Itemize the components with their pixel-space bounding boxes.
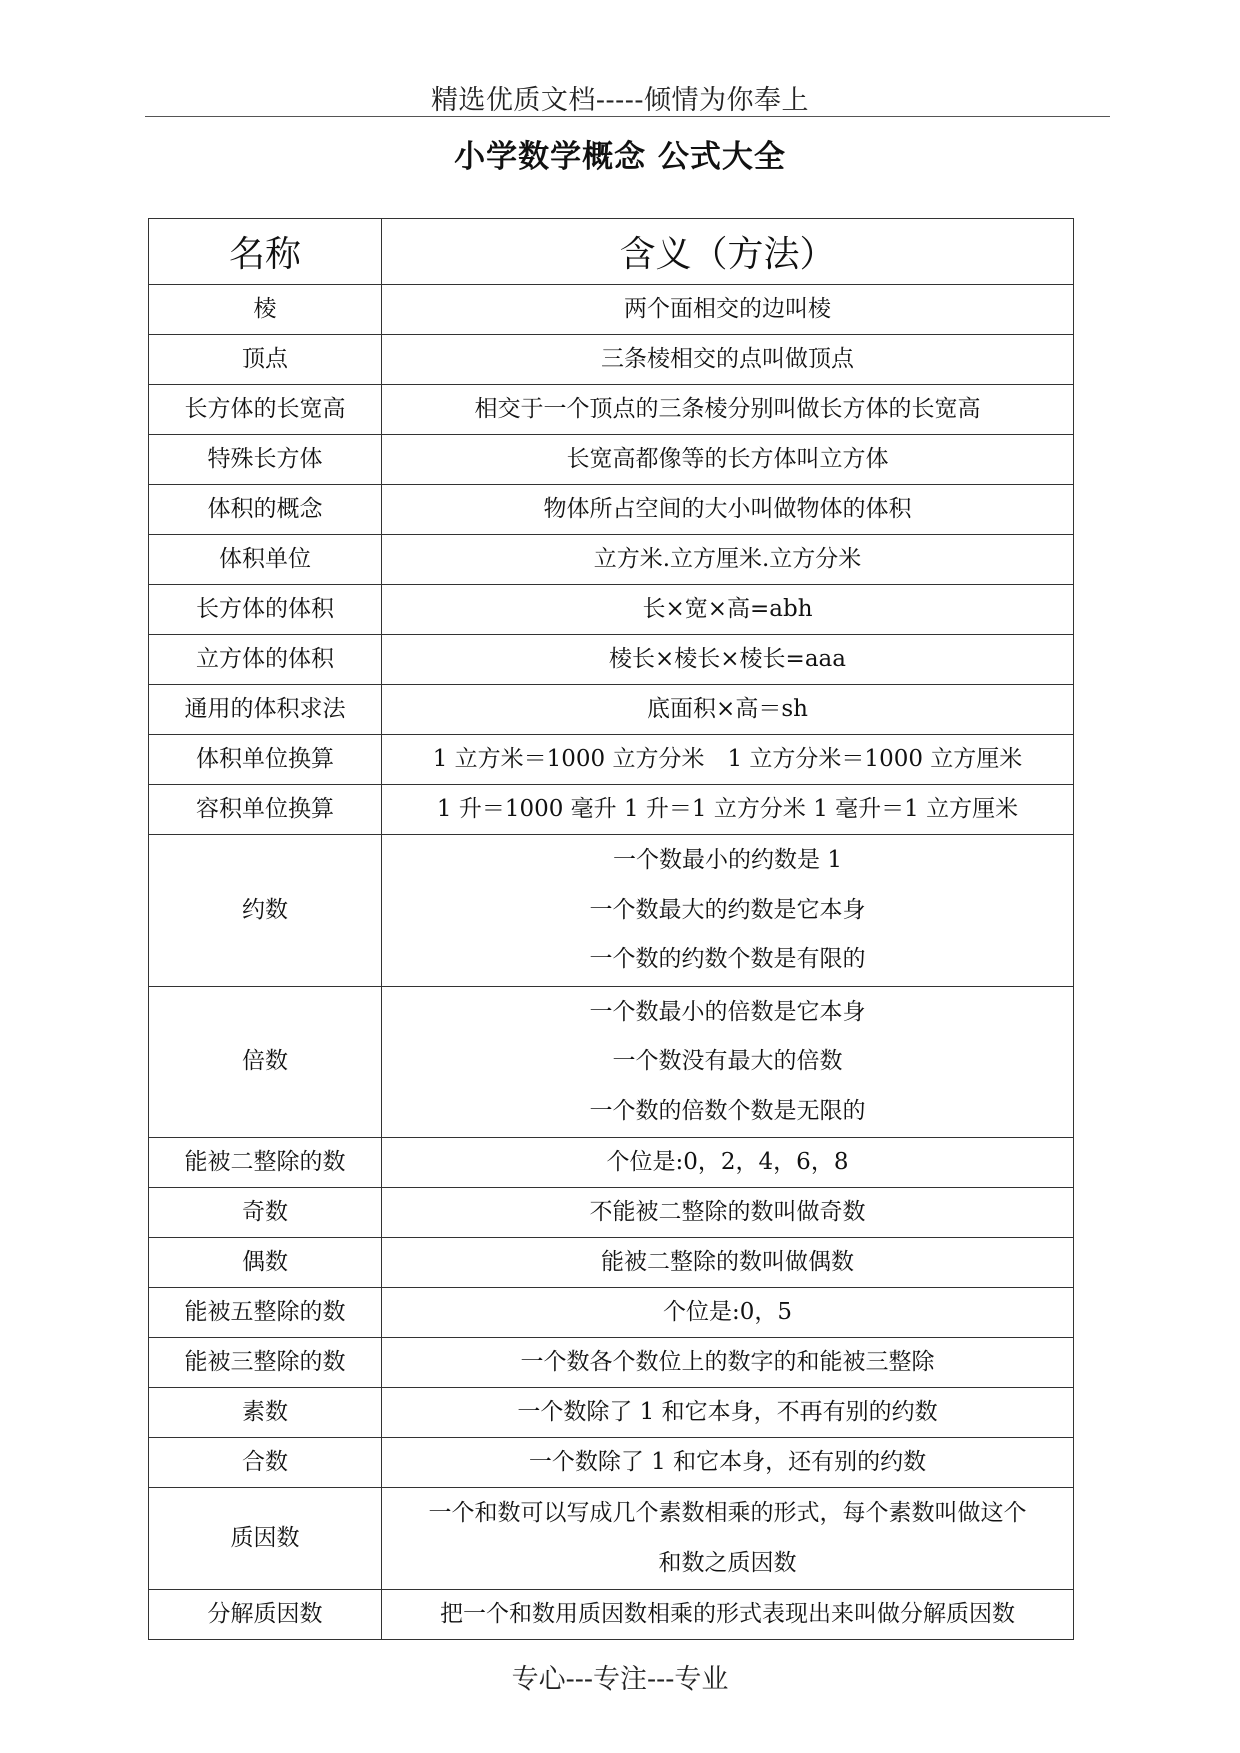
table-row — [149, 835, 1074, 987]
meaning-line: 1 升＝1000 毫升 1 升＝1 立方分米 1 毫升＝1 立方厘米 — [436, 796, 1019, 822]
term-meaning-cell — [382, 535, 1074, 585]
term-meaning-cell — [382, 1238, 1074, 1288]
term-name-cell: 能被五整除的数 — [149, 1288, 382, 1338]
term-name-cell: 合数 — [149, 1438, 382, 1488]
term-name-cell: 倍数 — [149, 986, 382, 1138]
term-meaning-cell — [382, 585, 1074, 635]
term-meaning-cell — [382, 785, 1074, 835]
term-meaning-cell — [382, 1288, 1074, 1338]
term-meaning-cell — [382, 635, 1074, 685]
term-meaning-cell — [382, 1338, 1074, 1388]
document-title: 小学数学概念 公式大全 — [454, 139, 786, 175]
table-row — [149, 1388, 1074, 1438]
meaning-line: 棱长×棱长×棱长=aaa — [609, 646, 846, 672]
term-meaning-cell — [382, 1590, 1074, 1640]
term-meaning-cell — [382, 986, 1074, 1138]
term-meaning-cell — [382, 485, 1074, 535]
page-header: 精选优质文档-----倾情为你奉上 — [430, 85, 810, 116]
meaning-line: 一个数最大的约数是它本身 — [589, 896, 866, 923]
table-row — [149, 1438, 1074, 1488]
term-name-cell: 通用的体积求法 — [149, 685, 382, 735]
term-name-cell: 能被二整除的数 — [149, 1138, 382, 1188]
meaning-line: 一个数各个数位上的数字的和能被三整除 — [520, 1349, 935, 1375]
term-name-cell: 长方体的长宽高 — [149, 385, 382, 435]
term-name-cell: 约数 — [149, 835, 382, 987]
table-row — [149, 1488, 1074, 1590]
term-name-cell: 质因数 — [149, 1488, 382, 1590]
term-meaning-cell — [382, 835, 1074, 987]
table-row — [149, 735, 1074, 785]
table-row — [149, 635, 1074, 685]
meaning-line: 一个和数可以写成几个素数相乘的形式，每个素数叫做这个 — [428, 1500, 1027, 1526]
meaning-line: 一个数的倍数个数是无限的 — [589, 1097, 866, 1124]
meaning-line: 不能被二整除的数叫做奇数 — [589, 1199, 866, 1225]
meaning-line: 一个数除了 1 和它本身，还有别的约数 — [528, 1449, 927, 1475]
term-name-cell: 特殊长方体 — [149, 435, 382, 485]
meaning-line: 和数之质因数 — [658, 1549, 797, 1576]
term-name-cell: 容积单位换算 — [149, 785, 382, 835]
table-row — [149, 785, 1074, 835]
table-row — [149, 435, 1074, 485]
meaning-line: 物体所占空间的大小叫做物体的体积 — [543, 496, 912, 522]
table-header — [149, 219, 1074, 285]
term-name-cell: 立方体的体积 — [149, 635, 382, 685]
header-divider — [145, 116, 1110, 117]
term-meaning-cell — [382, 335, 1074, 385]
meaning-line: 个位是:0，2，4，6，8 — [606, 1149, 849, 1175]
table-row — [149, 986, 1074, 1138]
term-name-cell: 体积单位换算 — [149, 735, 382, 785]
term-name-cell: 长方体的体积 — [149, 585, 382, 635]
table-row — [149, 1338, 1074, 1388]
term-name-cell: 奇数 — [149, 1188, 382, 1238]
table-row — [149, 1238, 1074, 1288]
meaning-line: 两个面相交的边叫棱 — [624, 296, 831, 322]
term-name-cell: 棱 — [149, 285, 382, 335]
term-meaning-cell — [382, 735, 1074, 785]
meaning-line: 立方米.立方厘米.立方分米 — [593, 546, 862, 572]
term-name-cell: 体积的概念 — [149, 485, 382, 535]
meaning-line: 一个数除了 1 和它本身，不再有别的约数 — [517, 1399, 938, 1425]
meaning-line: 一个数的约数个数是有限的 — [589, 946, 866, 972]
term-name-cell: 分解质因数 — [149, 1590, 382, 1640]
formula-table-container — [148, 218, 1073, 1640]
formula-table — [148, 218, 1074, 1640]
term-name-cell: 体积单位 — [149, 535, 382, 585]
term-name-cell: 能被三整除的数 — [149, 1338, 382, 1388]
table-row — [149, 685, 1074, 735]
page-footer: 专心---专注---专业 — [511, 1664, 729, 1695]
meaning-line: 1 立方米＝1000 立方分米 1 立方分米＝1000 立方厘米 — [432, 746, 1023, 772]
table-header-row — [149, 219, 1074, 285]
meaning-line: 一个数最小的约数是 1 — [613, 847, 842, 873]
meaning-line: 一个数最小的倍数是它本身 — [589, 998, 866, 1025]
column-header-name: 名称 — [149, 219, 382, 285]
table-row — [149, 1288, 1074, 1338]
term-meaning-cell — [382, 1188, 1074, 1238]
table-row — [149, 1590, 1074, 1640]
term-meaning-cell — [382, 385, 1074, 435]
term-meaning-cell — [382, 685, 1074, 735]
term-name-cell: 顶点 — [149, 335, 382, 385]
term-meaning-cell — [382, 1388, 1074, 1438]
table-row — [149, 485, 1074, 535]
term-meaning-cell — [382, 1488, 1074, 1590]
term-name-cell: 素数 — [149, 1388, 382, 1438]
meaning-line: 把一个和数用质因数相乘的形式表现出来叫做分解质因数 — [440, 1601, 1015, 1627]
table-row — [149, 285, 1074, 335]
term-name-cell: 偶数 — [149, 1238, 382, 1288]
meaning-line: 能被二整除的数叫做偶数 — [601, 1249, 854, 1275]
table-body — [149, 285, 1074, 1640]
table-row — [149, 1188, 1074, 1238]
meaning-line: 相交于一个顶点的三条棱分别叫做长方体的长宽高 — [474, 396, 981, 422]
term-meaning-cell — [382, 1138, 1074, 1188]
table-row — [149, 585, 1074, 635]
meaning-line: 长宽高都像等的长方体叫立方体 — [566, 446, 889, 472]
term-meaning-cell — [382, 435, 1074, 485]
table-row — [149, 385, 1074, 435]
term-meaning-cell — [382, 285, 1074, 335]
meaning-line: 底面积×高＝sh — [647, 696, 808, 722]
meaning-line: 长×宽×高=abh — [642, 596, 813, 622]
meaning-line: 一个数没有最大的倍数 — [612, 1048, 843, 1074]
table-row — [149, 335, 1074, 385]
meaning-line: 个位是:0，5 — [662, 1299, 792, 1325]
table-row — [149, 1138, 1074, 1188]
meaning-line: 三条棱相交的点叫做顶点 — [601, 346, 854, 372]
term-meaning-cell — [382, 1438, 1074, 1488]
table-row — [149, 535, 1074, 585]
column-header-meaning: 含义（方法） — [382, 219, 1074, 285]
